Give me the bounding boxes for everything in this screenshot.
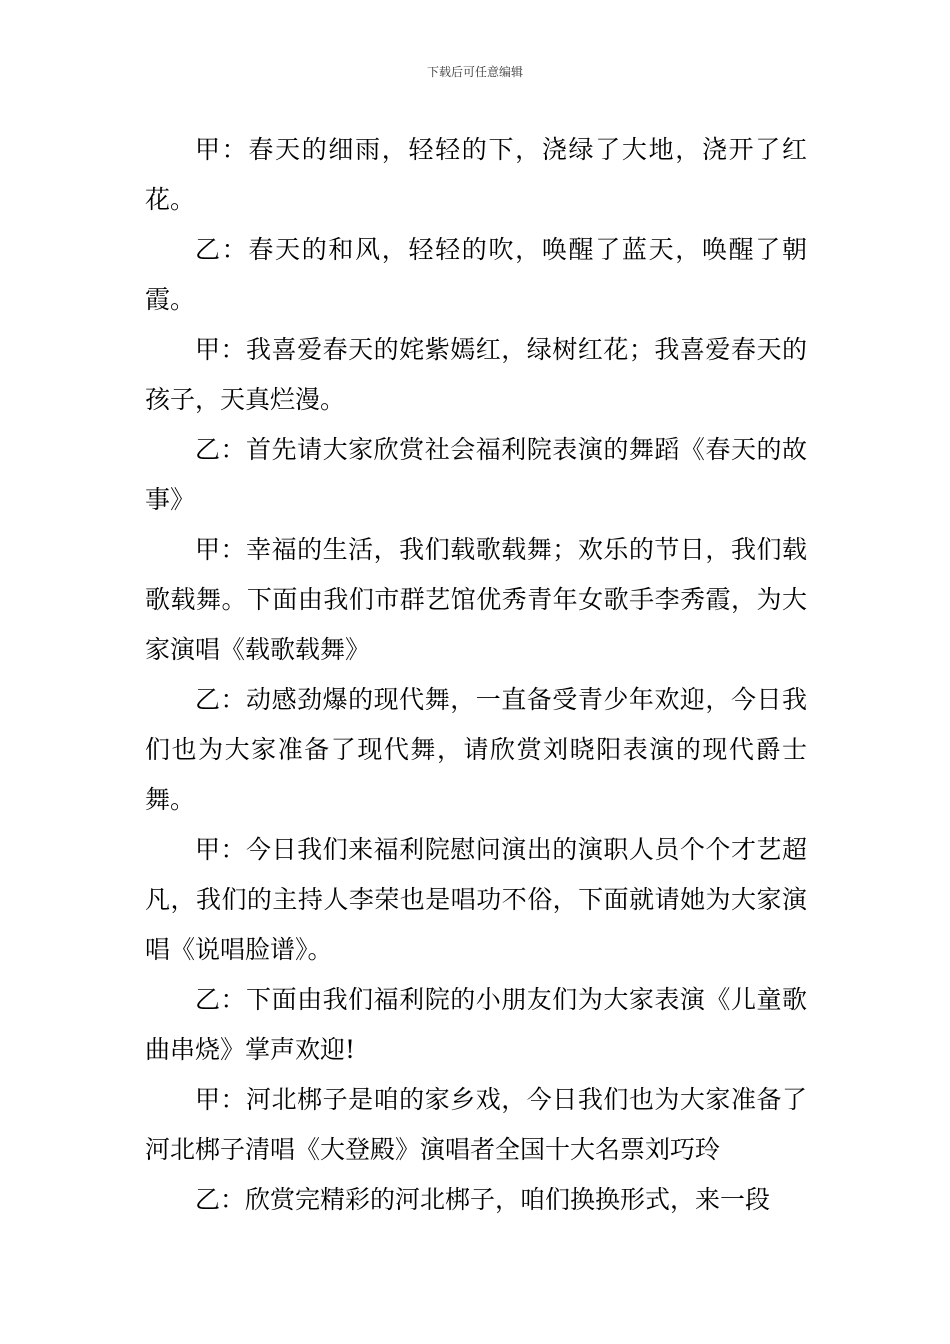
- paragraph-4: 乙：首先请大家欣赏社会福利院表演的舞蹈《春天的故事》: [145, 435, 807, 514]
- paragraph-3: 甲：我喜爱春天的姹紫嫣红，绿树红花；我喜爱春天的孩子，天真烂漫。: [145, 335, 807, 414]
- page-header: 下载后可任意编辑: [426, 65, 523, 79]
- paragraph-8: 乙：下面由我们福利院的小朋友们为大家表演《儿童歌曲串烧》掌声欢迎!: [145, 985, 807, 1064]
- paragraph-10: 乙：欣赏完精彩的河北梆子，咱们换换形式，来一段: [195, 1185, 771, 1214]
- paragraph-6: 乙：动感劲爆的现代舞，一直备受青少年欢迎，今日我们也为大家准备了现代舞，请欣赏刘晓阳表演的现代爵士舞。: [145, 685, 807, 814]
- paragraph-9: 甲：河北梆子是咱的家乡戏，今日我们也为大家准备了河北梆子清唱《大登殿》演唱者全国十大名票刘巧玲: [145, 1085, 807, 1164]
- paragraph-7: 甲：今日我们来福利院慰问演出的演职人员个个才艺超凡，我们的主持人李荣也是唱功不俗，下面就请她为大家演唱《说唱脸谱》。: [145, 835, 807, 964]
- document-body: [145, 125, 807, 1225]
- paragraph-5: 甲：幸福的生活，我们载歌载舞；欢乐的节日，我们载歌载舞。下面由我们市群艺馆优秀青年女歌手李秀霞，为大家演唱《载歌载舞》: [145, 535, 807, 664]
- paragraph-2: 乙：春天的和风，轻轻的吹，唤醒了蓝天，唤醒了朝霞。: [145, 235, 807, 314]
- paragraph-1: 甲：春天的细雨，轻轻的下，浇绿了大地，浇开了红花。: [145, 135, 807, 214]
